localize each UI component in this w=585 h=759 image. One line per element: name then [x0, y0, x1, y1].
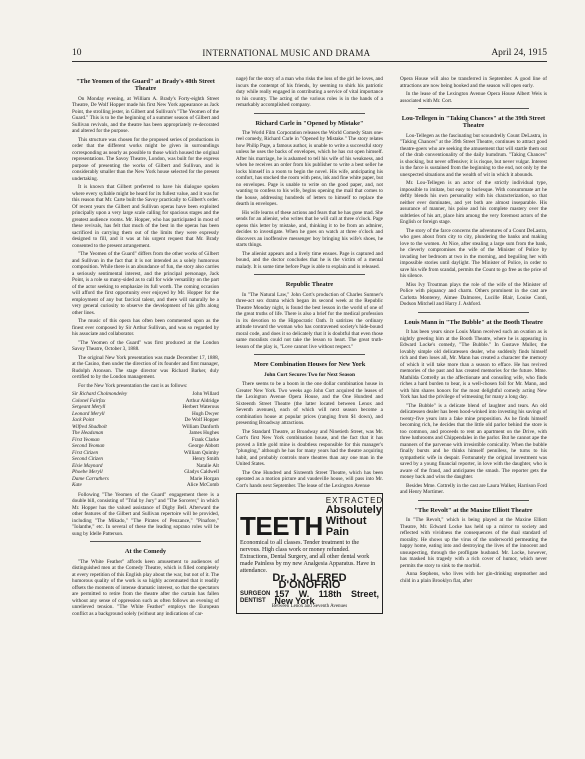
cast-row: [72, 482, 219, 489]
paragraph: There seems to be a boom in the one dollar combination house in Greater New York. Two weeks ago John Cort acquired the leases of the Lexington Avenue Opera House, and the One Hundred and Sixteenth Street Theatre (the latter located between Lenox and Seventh avenues), each of which will next season become a combination house at popular prices (ranging from $1 down), and presenting Broadway attractions.: [236, 381, 383, 427]
cast-actor: Henry Smith: [192, 456, 219, 463]
ad-teeth: TEETH: [240, 511, 323, 542]
cast-role: Second Citizen: [72, 456, 103, 463]
paragraph: The story of the farce concerns the adventures of a Count DeLastra, who goes about from city to city, plundering the banks and making love to the women. At Nice, after stealing a large sum from the bank, he cleverly compromises the wife of the Minister of Police by invading her bedroom at two in the morning, and beguiling her with impossible stories until daylight. The Minister of Police, in order to save his wife from scandal, permits the Count to go free as the price of his silence.: [400, 227, 547, 280]
cast-role: Elsie Maynard: [72, 462, 103, 469]
cast-actor: William Quimby: [183, 449, 219, 456]
cast-role: First Citizen: [72, 449, 99, 456]
cast-role: Dame Carruthers: [72, 475, 109, 482]
article-title: Louis Mann in "The Bubble" at the Booth Theatre: [404, 318, 543, 326]
cast-actor: Herbert Waterous: [182, 404, 219, 411]
cast-role: Sir Richard Cholmondeley: [72, 391, 128, 398]
paragraph: This structure was chosen for the proposed series of productions in order that the different works might be given in surroundings corresponding as nearly as possible to those which housed the original representations. The Savoy Theatre, London, was built for the express purpose of presenting the works of Gilbert and Sullivan, and is considerably smaller than the New York house selected for the present undertaking.: [72, 136, 219, 182]
paragraph: "The Yeomen of the Guard" was first produced at the London Savoy Theatre, October 3, 1888.: [72, 339, 219, 353]
paragraph: His wife learns of these actions and fears that he has gone mad. She sends for an alienist, who writes that he will call at three o'clock. Page opens this letter by mistake, and, thinking it to be from an admirer, decides to investigate. When he goes on watch at three o'clock and discovers an inoffensive messenger boy bringing his wife's shoes, he starts things.: [236, 209, 383, 249]
paragraph: The Standard Theatre, at Broadway and Ninetieth Street, was Mr. Cort's first New York combination house, and the fact that it has proved a little gold mine is doubtless responsible for this manager's "plunging," although he has for many years had the theatre acquiring habit, and probably controls more theatres than any one man in the United States.: [236, 428, 383, 468]
ad-body: Economical to all classes. Tender treatment to the nervous. High class work or money refunded. Extractions, Dental Surgery, and all other dental work made Painless by my new Analgesia Apparatus. Have in attendance.: [240, 540, 376, 575]
ad-surgeon: SURGEON: [240, 591, 271, 598]
paragraph: It is known that Gilbert preferred to have his dialogue spoken where every syllable might be heard for its fullest value, and it was for this reason that Mr. Carte built the Savoy practically to Gilbert's order. Of recent years the Gilbert and Sullivan operas have been exploited principally upon a very large scale calling for spacious stages and the greatest audience rooms. Mr. Hopper, who has participated in most of these revivals, has felt that much of the best in the operas has been sacrificed in carrying them out of the limits they were expressly designed to fill, and it was at his urgent request that Mr. Brady consented to the present arrangement.: [72, 184, 219, 249]
ad-doctor: Dr. J. ALFRED D'ONOFRIO: [272, 572, 347, 591]
cast-role: Jack Point: [72, 417, 95, 424]
paragraph: Opera House will also be transferred in September. A good line of attractions are now being booked and the season will open early.: [400, 76, 547, 89]
paragraph: "The White Feather" affords keen amusement to audiences of distinguished men at the Comedy Theatre, which is filled completely at every repetition of this English play about the war, but not of it. The humorous quality of the work is so highly accentuated that it readily offsets the moments of intense dramatic interest, so that the spectators are permitted to retire from the theatre after the curtain has fallen without any sense of oppression such as often follows an evening of unrelieved tension. "The White Feather" employs the European conflict as a background solely (without any indications of car-: [72, 558, 219, 617]
dentist-advertisement: [236, 493, 383, 614]
ad-extracted: EXTRACTED: [325, 496, 383, 506]
section-divider: [90, 541, 201, 542]
paragraph: "The Bubble" is a delicate blend of laughter and tears. An old delicatessen dealer has been hood-winked into investing his savings of twenty-five years into a fake mine proposition. As he finds himself becoming rich, he decides that the little old parlor behind the store is too common, and proceeds to rent an apartment on the Drive, with three bathrooms and Chippendales in the parlor. But he cannot ape the manners of the parvenue with irresistible comicality. When the bubble finally bursts and he thinks himself penniless, he turns to his sympathetic wife in despair. Fortunately the original investment was saved by a young financial reporter, in love with the daughter, who is aware of the fraud, and anticipates the smash. The reporter gets the money back and wins the daughter.: [400, 402, 547, 481]
ad-dentist: DENTIST: [240, 597, 266, 604]
column-3: [400, 76, 547, 746]
column-2: [236, 76, 383, 746]
paragraph: The original New York presentation was made December 17, 1888, at the Casino, then under the direction of its founder and first manager, Rudolph Aronson. The stage director was Richard Barker, duly certified to by the London management.: [72, 354, 219, 381]
article-title: Richard Carle in "Opened by Mistake": [255, 119, 364, 127]
ad-without-pain: Without Pain: [325, 515, 367, 539]
cast-actor: Alice McComb: [186, 482, 219, 489]
section-divider: [418, 500, 529, 501]
paragraph: The alienist appears and a lively time ensues. Page is captured and bound, and the doctor concludes that he is the victim of a mental malady. It is some time before Page is able to explain and is released.: [236, 250, 383, 270]
article-title: "The Revolt" at the Maxine Elliott Theatre: [414, 506, 533, 514]
cast-role: Sergeant Meryll: [72, 404, 106, 411]
column-1: [72, 76, 219, 746]
article-title: "The Yeomen of the Guard" at Brady's 48th Street Theatre: [76, 78, 215, 93]
ad-headline: [240, 496, 383, 542]
cast-role: The Headsman: [72, 430, 104, 437]
ad-headline-right: [326, 496, 383, 538]
cast-role: First Yeoman: [72, 436, 100, 443]
paragraph: On Monday evening, at William A. Brady's Forty-eighth Street Theatre, De Wolf Hopper made his first New York appearance as Jack Point, the strolling jester, in Gilbert and Sullivan's "The Yeomen of the Guard." This is to be the beginning of a summer season of Gilbert and Sullivan revivals, and the theatre has been appropriately re-decorated and altered for the purpose.: [72, 95, 219, 135]
cast-role: Second Yeoman: [72, 443, 105, 450]
article-title: Lou-Tellegen in "Taking Chances" at the 39th Street Theatre: [401, 115, 546, 130]
paragraph: For the New York presentation the cast is as follows:: [78, 382, 188, 389]
cast-actor: William Danforth: [182, 423, 219, 430]
paragraph: The music of this opera has often been commented upon as the finest ever composed by Sir Arthur Sullivan, and was so regarded by his associate and collaborator.: [72, 318, 219, 338]
cast-actor: Natalie Alt: [196, 462, 219, 469]
paragraph: The One Hundred and Sixteenth Street Theatre, which has been operated as a motion picture and vaudeville house, will pass into Mr. Cort's hands next September. The lease of the Lexington Avenue: [236, 469, 383, 489]
cast-actor: John Willard: [192, 391, 219, 398]
paragraph: Lou-Tellegen as the fascinating but scoundrelly Count DeLastra, in "Taking Chances" at the 39th Street Theatre, continues to attract good theatre-goers who are seeking the amusement that will startle them out of the drab conventionality of the daily humdrum. "Taking Chances" is shocking, but never offensive; it is risque, but never vulgar. Interest in the farce is sustained from the beginning to the end, not only by the unexpected situations and the wealth of wit in which it abounds.: [400, 132, 547, 178]
paragraph: Miss Ivy Troutman plays the role of the wife of the Minister of Police with piquancy and charm. Others prominent in the cast are Carlotta Monterey, Aimee Dalmores, Lucille Blair, Louise Conti, Dodson Mitchell and Harry J. Ashford.: [400, 281, 547, 308]
paragraph: It has been years since Louis Mann received such an ovation as is nightly greeting him at the Booth Theatre, where he is appearing in Edward Locke's comedy, "The Bubble." In Gustave Muller, the lovably simple old delicatessen dealer, who suddenly finds himself rich and then loses all, Mr. Mann has created a character the memory of which it will take more than a season to efface. He has revived memories of the past and has created memories for the future. Mme. Mathilda Cottrelly as the affectionate and consoling wife, who finds riches a hard burden to bear, is a well-chosen foil for Mr. Mann, and with him shares honors for the most delightful comedy acting New York has had the privilege of witnessing for many a long day.: [400, 329, 547, 401]
cast-role: Leonard Meryll: [72, 410, 105, 417]
cast-list: [72, 391, 219, 489]
header-rule: [72, 61, 547, 62]
cast-actor: Gladys Caldwell: [184, 469, 219, 476]
section-divider: [418, 108, 529, 109]
section-divider: [418, 312, 529, 313]
cast-actor: George Abbott: [188, 443, 219, 450]
ad-absolutely: Absolutely: [325, 504, 382, 517]
article-subtitle: John Cort Secures Two for Next Season: [264, 371, 355, 378]
paragraph: In the lease of the Lexington Avenue Opera House Albert Weis is associated with Mr. Cort.: [400, 91, 547, 104]
section-divider: [254, 113, 365, 114]
cast-role: Colonel Fairfax: [72, 397, 106, 404]
section-divider: [254, 274, 365, 275]
article-title: More Combination Houses for New York: [253, 361, 366, 369]
cast-role: Kate: [72, 482, 82, 489]
page-header: [72, 46, 547, 60]
ad-footer: [240, 591, 379, 604]
cast-actor: De Wolf Hopper: [184, 417, 219, 424]
paragraph: nage) for the story of a man who risks the loss of the girl he loves, and incurs the contempt of his friends, by seeming to shirk his patriotic duty while really engaged in contributing a service of vital importance to his country. The acting of the various roles is in the hands of a remarkably accomplished company.: [236, 76, 383, 108]
cast-actor: Marie Horgan: [189, 475, 219, 482]
paragraph: "The Yeomen of the Guard" differs from the other works of Gilbert and Sullivan in the fact that it is not intended as a solely humorous composition. While there is an abundance of fun, the story also carries a seriously sentimental interest, and the principal personage, Jack Point, is a role so many-sided as to call for wide versatility on the part of the actor seeking to emphasize its full worth. The coming occasion will afford the first opportunity ever enjoyed by Mr. Hopper for the employment of any but farcical talent, and there will naturally be a very general curiosity to observe the development of his gifts along other lines.: [72, 251, 219, 316]
cast-role: Wilfred Shadbolt: [72, 423, 107, 430]
article-title: Republic Theatre: [285, 281, 334, 289]
paragraph: The World Film Corporation releases the World Comedy Stars one-reel comedy, Richard Carle in "Opened by Mistake." The story relates how Philip Page, a famous author, is unable to write a successful story unless he uses the backs of envelopes, which he has cut open himself. After his marriage, he is ashamed to tell his wife of his weakness, and when he receives an order from his publisher to write a best seller he locks himself in a room to begin the novel. His wife, anticipating his comfort, has stocked the room with pens, ink and fine white paper, but no envelopes. Page is unable to write on the good paper, and, not wanting to confess to his wife, begins opening the mail that comes to the house, addressing hundreds of letters to himself to replace the dearth in envelopes.: [236, 129, 383, 208]
ad-surgeon-dentist: [240, 591, 270, 604]
paragraph: Besides Mme. Cottrelly in the cast are Laura Walker, Harrison Ford and Henry Mortimer.: [400, 482, 547, 496]
paragraph: In "The Natural Law," John Cort's production of Charles Sumner's three-act sex drama which began its second week at the Republic Theatre Monday night, is found the best lesson in the world of one of the great truths of life. There is also a brief for the medical profession in its devotion to the Hippocratic Oath. It satirizes the ordinary attitude toward the woman who has contravened society's hide-bound moral code, and does it so delicately that it is doubtful that even those same moralists could not take the lesson to heart. The great truth-lesson of the play is, "Love cannot live without respect.": [236, 291, 383, 350]
article-title: At the Comedy: [124, 548, 167, 556]
cast-actor: Hugh Dwyer: [192, 410, 219, 417]
cast-actor: Arthur Aldridge: [185, 397, 219, 404]
section-divider: [254, 354, 365, 355]
page-number: 10: [72, 48, 82, 58]
publication-title: INTERNATIONAL MUSIC AND DRAMA: [202, 48, 371, 58]
ad-between: Between Lenox and Seventh Avenues: [271, 604, 348, 610]
cast-actor: James Hughes: [189, 430, 219, 437]
ad-address: 157 W. 118th Street, New York: [274, 589, 379, 606]
paragraph: Following "The Yeomen of the Guard" engagement there is a double bill, consisting of "Trial by Jury" and "The Sorcerer," in which Mr. Hopper has the valued assistance of Digby Bell. Afterward the other features of the Gilbert and Sullivan repertoire will be provided, including "The Mikado," "The Pirates of Penzance," "Pinafore," "Iolanthe," etc. In several of these the leading soprano roles will be sung by Idelle Patterson.: [72, 491, 219, 537]
cast-actor: Frank Clarke: [191, 436, 219, 443]
paragraph: In "The Revolt," which is being played at the Maxine Elliott Theatre, Mr. Edward Locke has held up a mirror to society and reflected with vividness the consequences of the dual standard of morality. He shows up the virus of the underworld permeating the happy home, eating into and destroying the lives of the innocent and unsuspecting, through the profligate husband. Mr. Locke, however, has masked his tragedy with a rich cover of humor, which never permits the story to sink to the morbid.: [400, 517, 547, 569]
issue-date: April 24, 1915: [491, 48, 547, 58]
paragraph: Mr. Lou-Tellegen is an actor of the strictly individual type, impossible to imitate, but easy to burlesque. With consummate art he deftly blends his own personality with his characterization, so that neither ever dominates, and yet both are almost inseparable. His assurance of manner, his poise and his complete mastery over the subtleties of his art, place him among the very foremost actors of the English or foreign stage.: [400, 180, 547, 226]
paragraph: Anna Stephens, who lives with her gin-drinking stepmother and child in a plain Brooklyn flat, after: [400, 571, 547, 584]
cast-role: Phoebe Meryll: [72, 469, 103, 476]
